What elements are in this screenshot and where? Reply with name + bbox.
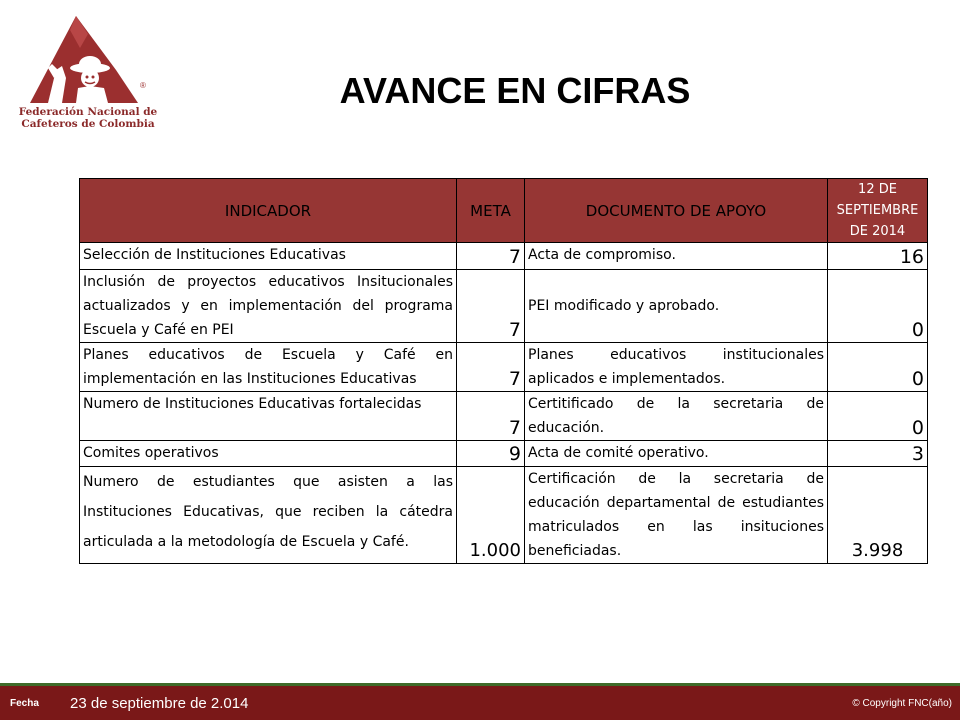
- row-documento: Certitificado de la secretaria de educación.: [525, 392, 828, 441]
- row-indicador: Inclusión de proyectos educativos Insitucionales actualizados y en implementación del programa Escuela y Café en PEI: [80, 270, 457, 343]
- table-row: [80, 467, 928, 564]
- table-row: [80, 392, 928, 441]
- table-row: [80, 441, 928, 467]
- header-documento: DOCUMENTO DE APOYO: [525, 179, 828, 243]
- logo-text: [18, 106, 158, 130]
- table-row: [80, 270, 928, 343]
- table-row: [80, 343, 928, 392]
- row-valor: 16: [828, 243, 928, 270]
- row-meta: 9: [457, 441, 525, 467]
- row-indicador: Planes educativos de Escuela y Café en implementación en las Instituciones Educativas: [80, 343, 457, 392]
- row-meta: 7: [457, 270, 525, 343]
- row-documento: Acta de comité operativo.: [525, 441, 828, 467]
- row-valor: 0: [828, 392, 928, 441]
- logo-text-line2: Cafeteros de Colombia: [21, 118, 155, 130]
- row-valor: 3: [828, 441, 928, 467]
- row-meta: 1.000: [457, 467, 525, 564]
- row-documento: PEI modificado y aprobado.: [525, 270, 828, 343]
- row-valor: 0: [828, 270, 928, 343]
- header-fecha-line2: SEPTIEMBRE: [836, 203, 919, 218]
- footer-copyright: © Copyright FNC(año): [852, 698, 952, 709]
- row-indicador: Comites operativos: [80, 441, 457, 467]
- table-row: [80, 243, 928, 270]
- registered-mark: ®: [140, 81, 146, 90]
- row-valor: 0: [828, 343, 928, 392]
- row-documento: Acta de compromiso.: [525, 243, 828, 270]
- row-indicador: Selección de Instituciones Educativas: [80, 243, 457, 270]
- footer-bar: [0, 686, 960, 720]
- row-documento: Certificación de la secretaria de educación departamental de estudiantes matriculados en las insituciones beneficiadas.: [525, 467, 828, 564]
- header-fecha: [828, 179, 928, 243]
- header-fecha-line3: DE 2014: [849, 224, 906, 239]
- header-indicador: INDICADOR: [80, 179, 457, 243]
- header-fecha-line1: 12 DE: [858, 182, 897, 197]
- footer-label: Fecha: [10, 698, 39, 709]
- row-indicador: Numero de Instituciones Educativas fortalecidas: [80, 392, 457, 441]
- indicators-table: [79, 178, 928, 564]
- row-valor: 3.998: [828, 467, 928, 564]
- page-title: AVANCE EN CIFRAS: [339, 70, 691, 111]
- row-documento: Planes educativos institucionales aplicados e implementados.: [525, 343, 828, 392]
- header-meta: META: [457, 179, 525, 243]
- footer-date: 23 de septiembre de 2.014: [70, 695, 249, 712]
- row-meta: 7: [457, 343, 525, 392]
- row-meta: 7: [457, 392, 525, 441]
- logo-text-line1: Federación Nacional de: [18, 106, 158, 118]
- row-indicador: Numero de estudiantes que asisten a las Instituciones Educativas, que reciben la cátedra articulada a la metodología de Escuela y Café.: [80, 467, 457, 564]
- row-meta: 7: [457, 243, 525, 270]
- table-header-row: [80, 179, 928, 243]
